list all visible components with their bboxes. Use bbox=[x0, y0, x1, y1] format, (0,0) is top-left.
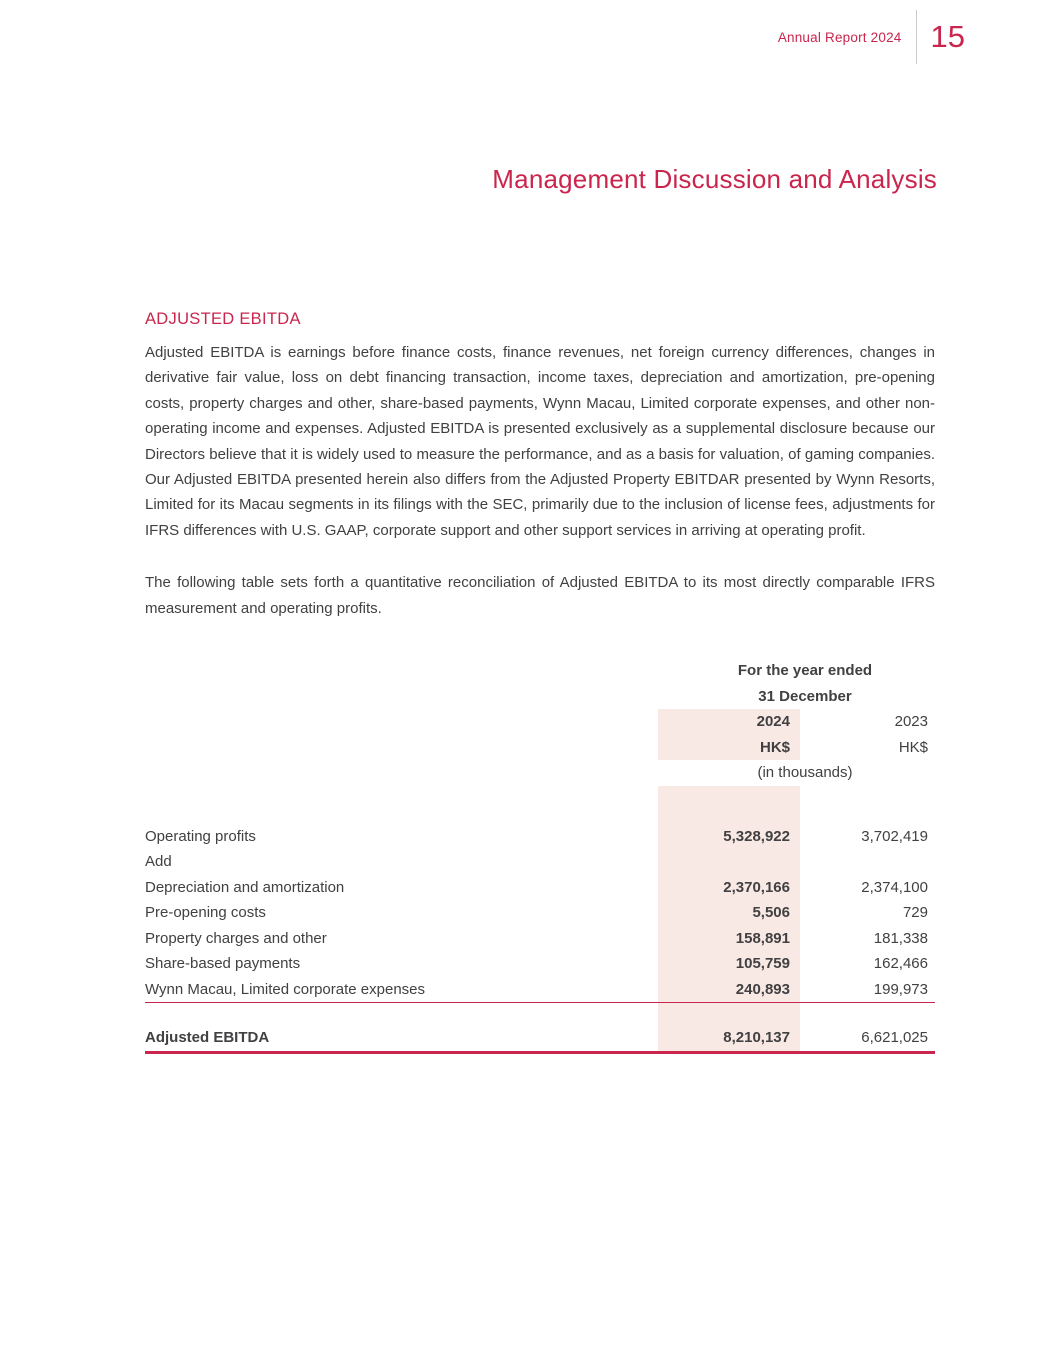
page-title: Management Discussion and Analysis bbox=[492, 164, 937, 194]
value-2023: 181,338 bbox=[873, 929, 928, 947]
total-value-2024: 8,210,137 bbox=[658, 1025, 800, 1051]
table-spacer bbox=[145, 786, 658, 824]
value-2024 bbox=[658, 849, 800, 875]
row-label: Wynn Macau, Limited corporate expenses bbox=[145, 980, 426, 998]
table-spacer-row bbox=[145, 786, 935, 824]
table-spacer bbox=[145, 658, 675, 684]
table-spacer bbox=[800, 1003, 935, 1025]
section-heading: ADJUSTED EBITDA bbox=[145, 310, 301, 328]
page-header bbox=[778, 10, 965, 64]
value-2024: 105,759 bbox=[658, 951, 800, 977]
table-row-adjusted-ebitda-total bbox=[145, 1025, 935, 1054]
highlight-band-segment bbox=[658, 786, 800, 824]
currency-label-2024: HK$ bbox=[658, 735, 800, 761]
row-label: Pre-opening costs bbox=[145, 904, 266, 922]
paragraph-table-intro: The following table sets forth a quantitative reconciliation of Adjusted EBITDA to its most directly comparable IFRS measurement and operating profits. bbox=[145, 574, 935, 617]
table-units-row bbox=[145, 760, 935, 786]
paragraph-adjusted-ebitda-definition: Adjusted EBITDA is earnings before finance costs, finance revenues, net foreign currency differences, changes in derivative fair value, loss on debt financing transaction, income taxes, depreciation and amortization, pre-opening costs, property charges and other, share-based payments, Wynn Macau, Limited corporate expenses, and other non-operating income and expenses. Adjusted EBITDA is presented exclusively as a supplemental disclosure because our Directors believe that it is widely used to measure the performance, and as a basis for valuation, of gaming companies. Our Adjusted EBITDA presented herein also differs from the Adjusted Property EBITDAR presented by Wynn Resorts, Limited for its Macau segments in its filings with the SEC, primarily due to the inclusion of license fees, adjustments for IFRS differences with U.S. GAAP, corporate support and other support services in arriving at operating profit. bbox=[145, 344, 935, 539]
header-divider bbox=[916, 10, 917, 64]
table-row-depreciation-amortization bbox=[145, 875, 935, 901]
value-2023: 199,973 bbox=[873, 980, 928, 998]
period-header-line1: For the year ended bbox=[737, 662, 873, 680]
table-spacer bbox=[145, 709, 658, 735]
table-year-header-row bbox=[145, 709, 935, 735]
table-row-share-based-payments bbox=[145, 951, 935, 977]
table-currency-header-row bbox=[145, 735, 935, 761]
table-spacer bbox=[145, 760, 675, 786]
table-row-property-charges bbox=[145, 926, 935, 952]
table-row-pre-opening-costs bbox=[145, 900, 935, 926]
table-spacer bbox=[800, 786, 935, 824]
value-2024: 158,891 bbox=[658, 926, 800, 952]
table-spacer-row bbox=[145, 1003, 935, 1025]
total-value-2023: 6,621,025 bbox=[861, 1029, 928, 1047]
value-2023 bbox=[800, 849, 935, 875]
value-2024: 240,893 bbox=[658, 977, 800, 1003]
column-header-2024: 2024 bbox=[658, 709, 800, 735]
row-label: Property charges and other bbox=[145, 929, 327, 947]
value-2023: 162,466 bbox=[873, 955, 928, 973]
total-row-label: Adjusted EBITDA bbox=[145, 1029, 270, 1047]
value-2023: 3,702,419 bbox=[861, 827, 928, 845]
value-2024: 5,506 bbox=[658, 900, 800, 926]
row-label: Add bbox=[145, 853, 172, 871]
units-note: (in thousands) bbox=[757, 764, 853, 782]
column-header-2023: 2023 bbox=[894, 713, 928, 731]
content-column bbox=[145, 310, 935, 1054]
row-label: Depreciation and amortization bbox=[145, 878, 345, 896]
ebitda-reconciliation-table bbox=[145, 658, 935, 1054]
table-period-row-2 bbox=[145, 684, 935, 710]
page-number: 15 bbox=[930, 19, 965, 54]
row-label: Operating profits bbox=[145, 827, 256, 845]
period-header-line2: 31 December bbox=[758, 687, 852, 705]
table-spacer bbox=[145, 735, 658, 761]
table-period-row-1 bbox=[145, 658, 935, 684]
value-2024: 2,370,166 bbox=[658, 875, 800, 901]
value-2023: 729 bbox=[902, 904, 928, 922]
value-2024: 5,328,922 bbox=[658, 824, 800, 850]
table-row-corporate-expenses bbox=[145, 977, 935, 1004]
value-2023: 2,374,100 bbox=[861, 878, 928, 896]
report-label: Annual Report 2024 bbox=[777, 29, 902, 45]
table-spacer bbox=[145, 684, 675, 710]
table-row-operating-profits bbox=[145, 824, 935, 850]
currency-label-2023: HK$ bbox=[898, 738, 928, 756]
row-label: Share-based payments bbox=[145, 955, 301, 973]
table-row-add bbox=[145, 849, 935, 875]
table-spacer bbox=[145, 1003, 658, 1025]
highlight-band-segment bbox=[658, 1003, 800, 1025]
